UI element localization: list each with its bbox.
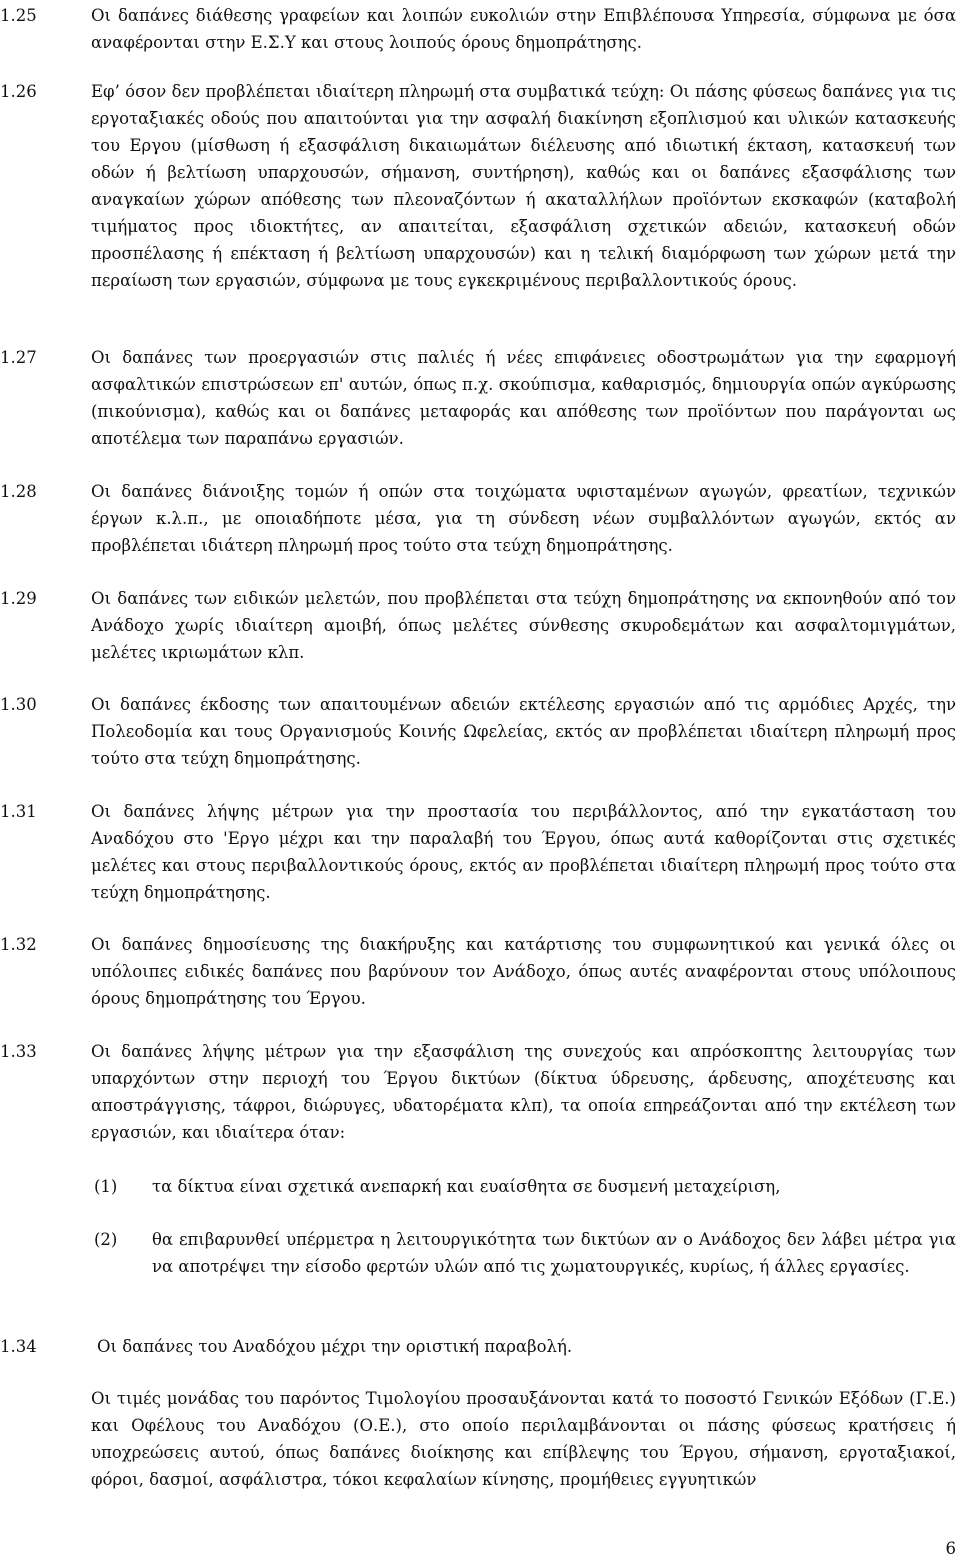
clause-number: 1.31 <box>0 802 37 821</box>
clause-number: 1.34 <box>0 1337 37 1356</box>
clause-number: 1.27 <box>0 348 37 367</box>
clause-text: Οι δαπάνες διάθεσης γραφείων και λοιπών ευκολιών στην Επιβλέπουσα Υπηρεσία, σύμφωνα με όσα αναφέρονται στην Ε.Σ.Υ και στους λοιπούς όρους δημοπράτησης. <box>91 6 956 52</box>
clause-text: Οι δαπάνες των προεργασιών στις παλιές ή νέες επιφάνειες οδοστρωμάτων για την εφαρμογή ασφαλτικών επιστρώσεων επ' αυτών, όπως π.χ. σκούπισμα, καθαρισμός, δημιουργία οπών αγκύρωσης (πικούνισμα), καθώς και οι δαπάνες μεταφοράς και απόθεσης των προϊόντων που παράγονται ως αποτέλεμα των παραπάνω εργασιών. <box>91 348 956 448</box>
clause-1-26 <box>0 78 956 294</box>
clause-number: 1.30 <box>0 695 37 714</box>
sub-item-number: (2) <box>94 1230 118 1249</box>
clause-text: Οι δαπάνες διάνοιξης τομών ή οπών στα τοιχώματα υφισταμένων αγωγών, φρεατίων, τεχνικών έργων κ.λ.π., με οποιαδήποτε μέσα, για τη σύνδεση νέων συμβαλλόντων αγωγών, εκτός αν προβλέπεται ιδιάτερη πληρωμή προς τούτο στα τεύχη δημοπράτησης. <box>91 482 956 555</box>
clause-number: 1.33 <box>0 1042 37 1061</box>
clause-1-27 <box>0 344 956 452</box>
clause-text: Οι δαπάνες δημοσίευσης της διακήρυξης και κατάρτισης του συμφωνητικού και γενικά όλες οι υπόλοιπες ειδικές δαπάνες που βαρύνουν τον Ανάδοχο, όπως αυτές αναφέρονται στους υπόλοιπους όρους δημοπράτησης του Έργου. <box>91 935 956 1008</box>
clause-number: 1.28 <box>0 482 37 501</box>
clause-text: Οι δαπάνες λήψης μέτρων για την εξασφάλιση της συνεχούς και απρόσκοπτης λειτουργίας των υπαρχόντων στην περιοχή του Έργου δικτύων (δίκτυα ύδρευσης, άρδευσης, αποχέτευσης και αποστράγγισης, τάφροι, διώρυγες, υδατορέματα κλπ), τα οποία επηρεάζονται από την εκτέλεση των εργασιών, και ιδιαίτερα όταν: <box>91 1042 956 1142</box>
sub-item-1 <box>0 1173 956 1200</box>
clause-text: Οι δαπάνες των ειδικών μελετών, που προβλέπεται στα τεύχη δημοπράτησης να εκπονηθούν από τον Ανάδοχο χωρίς ιδιαίτερη αμοιβή, όπως μελέτες σύνθεσης σκυροδεμάτων και ασφαλτομιγμάτων, μελέτες ικριωμάτων κλπ. <box>91 589 956 662</box>
sub-item-2 <box>0 1226 956 1280</box>
clause-1-30 <box>0 691 956 772</box>
clause-1-28 <box>0 478 956 559</box>
closing-paragraph: Οι τιμές μονάδας του παρόντος Τιμολογίου προσαυξάνονται κατά το ποσοστό Γενικών Εξόδων (Γ.Ε.) και Οφέλους του Αναδόχου (Ο.Ε.), στο οποίο περιλαμβάνονται οι πάσης φύσεως κρατήσεις ή υποχρεώσεις αυτού, όπως δαπάνες διοίκησης και επίβλεψης του Έργου, σήμανση, εργοταξιακοί, φόροι, δασμοί, ασφάλιστρα, τόκοι κεφαλαίων κίνησης, προμήθειες εγγυητικών <box>91 1389 956 1489</box>
clause-1-32 <box>0 931 956 1012</box>
clause-1-29 <box>0 585 956 666</box>
sub-item-number: (1) <box>94 1177 118 1196</box>
clause-number: 1.26 <box>0 82 37 101</box>
clause-text: Οι δαπάνες λήψης μέτρων για την προστασία του περιβάλλοντος, από την εγκατάσταση του Αναδόχου στο 'Εργο μέχρι και την παραλαβή του Έργου, όπως αυτά καθορίζονται στις σχετικές μελέτες και στους περιβαλλοντικούς όρους, εκτός αν προβλέπεται ιδιαίτερη πληρωμή προς τούτο στα τεύχη δημοπράτησης. <box>91 802 956 902</box>
clause-1-31 <box>0 798 956 906</box>
clause-text: Οι δαπάνες του Αναδόχου μέχρι την οριστική παραβολή. <box>97 1337 573 1356</box>
clause-number: 1.25 <box>0 6 37 25</box>
clause-number: 1.32 <box>0 935 37 954</box>
clause-text: Οι δαπάνες έκδοσης των απαιτουμένων αδειών εκτέλεσης εργασιών από τις αρμόδιες Αρχές, την Πολεοδομία και τους Οργανισμούς Κοινής Ωφελείας, εκτός αν προβλέπεται ιδιαίτερη πληρωμή προς τούτο στα τεύχη δημοπράτησης. <box>91 695 956 768</box>
clause-1-33 <box>0 1038 956 1146</box>
clause-1-25 <box>0 2 956 56</box>
clause-1-34 <box>0 1333 956 1360</box>
sub-item-text: θα επιβαρυνθεί υπέρμετρα η λειτουργικότητα των δικτύων αν ο Ανάδοχος δεν λάβει μέτρα για να αποτρέψει την είσοδο φερτών υλών από τις χωματουργικές, κυρίως, ή άλλες εργασίες. <box>152 1230 956 1276</box>
clause-text: Εφ’ όσον δεν προβλέπεται ιδιαίτερη πληρωμή στα συμβατικά τεύχη: Οι πάσης φύσεως δαπάνες για τις εργοταξιακές οδούς που απαιτούνται για την ασφαλή διακίνηση εξοπλισμού και υλικών κατασκευής του Εργου (μίσθωση ή εξασφάλιση δικαιωμάτων διέλευσης από ιδιωτική έκταση, κατασκευή των οδών ή βελτίωση υπαρχουσών, σήμανση, συντήρηση), καθώς και οι δαπάνες εξασφάλισης των αναγκαίων χώρων απόθεσης των πλεοναζόντων ή ακαταλλήλων προϊόντων εκσκαφών (καταβολή τιμήματος προς ιδιοκτήτες, αν απαιτείται, εξασφάλιση σχετικών αδειών, κατασκευή οδών προσπέλασης ή επέκταση ή βελτίωση υπαρχουσών) και η τελική διαμόρφωση των χώρων μετά την περαίωση των εργασιών, σύμφωνα με τους εγκεκριμένους περιβαλλοντικούς όρους. <box>91 82 956 290</box>
sub-item-text: τα δίκτυα είναι σχετικά ανεπαρκή και ευαίσθητα σε δυσμενή μεταχείριση, <box>152 1177 781 1196</box>
page-number: 6 <box>945 1539 956 1558</box>
clause-number: 1.29 <box>0 589 37 608</box>
